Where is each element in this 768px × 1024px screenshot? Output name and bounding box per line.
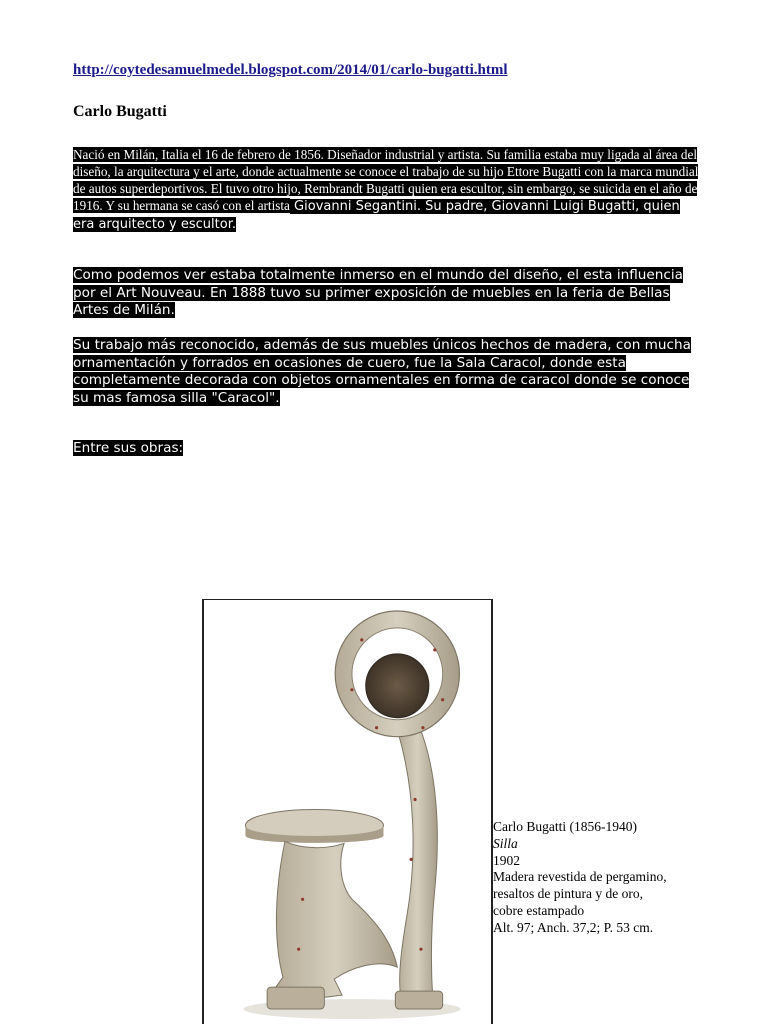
paragraph-art-nouveau bbox=[73, 267, 703, 320]
page-title: Carlo Bugatti bbox=[73, 103, 167, 120]
caption-year: 1902 bbox=[493, 852, 520, 868]
caption-material-3: cobre estampado bbox=[493, 902, 585, 918]
paragraph-sala-caracol bbox=[73, 337, 703, 407]
chair-photo bbox=[202, 599, 493, 1024]
source-url-link[interactable]: http://coytedesamuelmedel.blogspot.com/2014/01/carlo-bugatti.html bbox=[73, 62, 508, 78]
paragraph-art-nouveau-text: Como podemos ver estaba totalmente inmerso en el mundo del diseño, el esta influencia por el Art Nouveau. En 1888 tuvo su primer exposición de muebles en la feria de Bellas Artes de Milán. bbox=[73, 267, 683, 318]
paragraph-biography-serif: Nació en Milán, Italia el 16 de febrero de 1856. Diseñador industrial y artista. Su familia estaba muy ligada al área del diseño, la arquitectura y el arte, donde actualmente se conoce el trabajo de su hijo Ettore Bugatti con la marca mundial de autos superdeportivos. El tuvo otro hijo, Rembrandt Bugatti quien era escultor, sin embargo, se suicida en el año de 1916. Y su hermana se casó con el artista bbox=[73, 147, 699, 213]
caption-artist: Carlo Bugatti (1856-1940) bbox=[493, 819, 637, 834]
artwork-caption bbox=[493, 819, 733, 937]
chair-illustration bbox=[204, 600, 491, 1024]
caption-work-title: Silla bbox=[493, 835, 518, 851]
paragraph-biography-sans: Giovanni Segantini. Su padre, Giovanni Luigi Bugatti, quien era arquitecto y escultor. bbox=[73, 199, 680, 232]
caption-material-2: resaltos de pintura y de oro, bbox=[493, 886, 643, 902]
paragraph-works-intro bbox=[73, 440, 703, 458]
caption-dimensions: Alt. 97; Anch. 37,2; P. 53 cm. bbox=[493, 919, 654, 935]
paragraph-sala-caracol-text: Su trabajo más reconocido, además de sus muebles únicos hechos de madera, con mucha ornamentación y forrados en ocasiones de cuero, fue la Sala Caracol, donde esta completamente decorada con objetos ornamentales en forma de caracol donde se conoce su mas famosa silla "Caracol". bbox=[73, 337, 691, 406]
paragraph-works-intro-text: Entre sus obras: bbox=[73, 440, 184, 456]
caption-material-1: Madera revestida de pergamino, bbox=[493, 869, 667, 885]
paragraph-biography bbox=[73, 146, 703, 233]
